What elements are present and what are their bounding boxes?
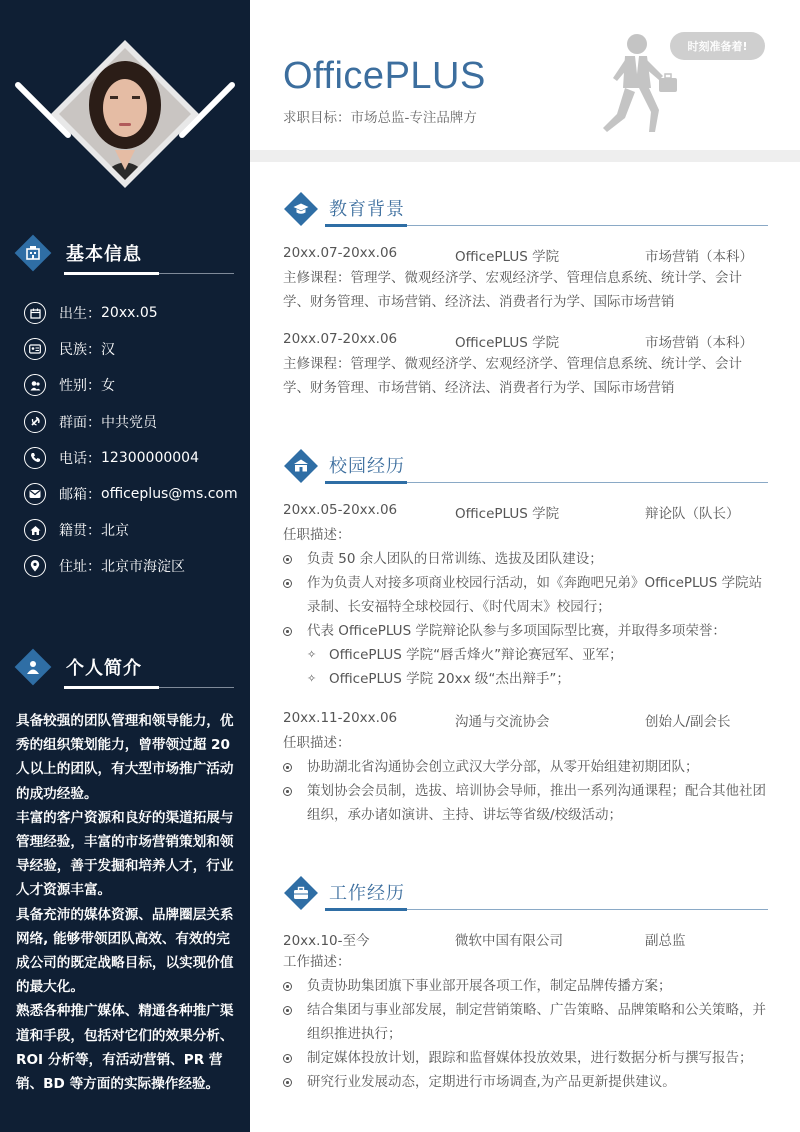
edu-date: 20xx.07-20xx.06 [283,245,398,261]
education-section [283,190,768,400]
campus-sub-bullet: ✧ OfficePLUS 学院 20xx 级“杰出辩手”； [307,671,570,687]
header [250,0,800,150]
info-value: 20xx.05 [101,305,158,322]
intro-text [16,709,238,1096]
home-icon [24,519,46,541]
header-divider [250,150,800,162]
briefcase-icon [286,878,316,908]
work-section [283,874,768,1094]
campus-bullet [283,779,768,827]
info-item-party [24,404,244,440]
basic-info-heading [18,236,233,276]
bullet-text: 制定媒体投放计划，跟踪和监督媒体投放效果，进行数据分析与撰写报告； [307,1050,753,1066]
info-label: 电话： [59,450,101,467]
info-value: 女 [101,378,115,395]
work-bullet [283,1046,768,1070]
info-item-ethnicity [24,331,244,367]
campus-bullet [283,571,768,619]
info-label: 民族： [59,342,101,359]
job-target-label: 求职目标： [283,110,351,126]
work-desc-label: 工作描述： [283,954,351,970]
edu-major: 市场营销（本科） [645,335,753,351]
job-target-value: 市场总监-专注品牌方 [350,110,477,126]
info-item-gender [24,367,244,403]
building-icon [18,238,48,268]
intro-paragraph: 熟悉各种推广媒体、精通各种推广渠道和手段，包括对它们的效果分析、ROI 分析等，有活动营销、PR 营销、BD 等方面的实际操作经验。 [16,1003,234,1093]
campus-org: 沟通与交流协会 [455,714,550,730]
info-value: 北京市海淀区 [101,559,185,576]
job-target [283,106,477,126]
work-title: 工作经历 [329,883,405,904]
bullet-text: 研究行业发展动态，定期进行市场调查,为产品更新提供建议。 [307,1074,676,1090]
graduation-cap-icon [286,194,316,224]
bullet-text: 策划协会会员制，选拔、培训协会导师，推出一系列沟通课程；配合其他社团组织，承办诸如演讲、主持、讲坛等省级/校级活动； [307,783,766,823]
campus-bullet [283,547,768,571]
campus-entry-header [283,499,768,523]
campus-date: 20xx.11-20xx.06 [283,710,398,726]
education-entry-header [283,242,768,266]
work-company: 微软中国有限公司 [455,933,563,949]
work-heading [283,874,768,914]
education-entry-header [283,328,768,352]
campus-bullet [283,619,768,643]
work-bullet [283,974,768,998]
work-entry-header [283,926,768,950]
speech-bubble [670,32,765,60]
mail-icon [24,483,46,505]
info-item-email [24,476,244,512]
intro-paragraph: 丰富的客户资源和良好的渠道拓展与管理经验，丰富的市场营销策划和领导经验，善于发掘和培养人才，行业人才资源丰富。 [16,809,234,899]
person-icon [18,652,48,682]
info-label: 住址： [59,559,101,576]
location-icon [24,555,46,577]
party-icon [24,411,46,433]
gender-icon [24,374,46,396]
bullet-text: 负责协助集团旗下事业部开展各项工作，制定品牌传播方案； [307,978,672,994]
bullet-text: 协助湖北省沟通协会创立武汉大学分部，从零开始组建初期团队； [307,759,699,775]
sidebar [0,0,250,1132]
sub-bullet-text: OfficePLUS 学院“唇舌烽火”辩论赛冠军、亚军； [329,647,623,663]
calendar-icon [24,302,46,324]
info-label: 籍贯： [59,523,101,540]
phone-icon [24,447,46,469]
avatar-frame [0,0,250,200]
campus-desc-label: 任职描述： [283,735,351,751]
photo-area [0,0,250,200]
intro-heading [18,650,233,690]
basic-info-list [24,295,244,585]
campus-org: OfficePLUS 学院 [455,506,560,522]
education-title: 教育背景 [329,199,405,220]
bullet-text: 负责 50 余人团队的日常训练、选拔及团队建设； [307,551,603,567]
campus-date: 20xx.05-20xx.06 [283,502,398,518]
edu-date: 20xx.07-20xx.06 [283,331,398,347]
campus-heading [283,447,768,487]
info-value: officeplus@ms.com [101,486,238,503]
edu-major: 市场营销（本科） [645,249,753,265]
sub-bullet-text: OfficePLUS 学院 20xx 级“杰出辩手”； [329,671,570,687]
info-item-hometown [24,512,244,548]
id-card-icon [24,338,46,360]
campus-section [283,447,768,827]
campus-role: 辩论队（队长） [645,506,740,522]
edu-school: OfficePLUS 学院 [455,335,560,351]
campus-sub-bullet: ✧ OfficePLUS 学院“唇舌烽火”辩论赛冠军、亚军； [307,647,623,663]
campus-entry-header [283,707,768,731]
info-label: 出生： [59,306,101,323]
avatar [55,44,195,185]
campus-role: 创始人/副会长 [645,714,731,730]
campus-bullet [283,755,768,779]
education-heading [283,190,768,230]
work-bullet [283,1070,768,1094]
work-role: 副总监 [645,933,686,949]
work-bullet [283,998,768,1046]
info-item-phone [24,440,244,476]
campus-title: 校园经历 [329,456,405,477]
bubble-text: 时刻准备着! [687,40,748,53]
info-value: 12300000004 [101,449,199,466]
info-label: 性别： [59,378,101,395]
work-date: 20xx.10-至今 [283,933,370,949]
bullet-text: 结合集团与事业部发展，制定营销策略、广告策略、品牌策略和公关策略，并组织推进执行； [307,1002,766,1042]
info-item-address [24,548,244,584]
edu-courses: 主修课程：管理学、微观经济学、宏观经济学、管理信息系统、统计学、会计学、财务管理、市场营销、经济法、消费者行为学、国际市场营销 [283,356,742,396]
edu-courses: 主修课程：管理学、微观经济学、宏观经济学、管理信息系统、统计学、会计学、财务管理、市场营销、经济法、消费者行为学、国际市场营销 [283,270,742,310]
intro-title: 个人简介 [66,658,142,679]
bullet-text: 代表 OfficePLUS 学院辩论队参与多项国际型比赛，并取得多项荣誉： [307,623,726,639]
info-label: 邮箱： [59,487,101,504]
school-icon [286,451,316,481]
basic-info-title: 基本信息 [66,244,142,265]
edu-school: OfficePLUS 学院 [455,249,560,265]
intro-paragraph: 具备充沛的媒体资源、品牌圈层关系网络, 能够带领团队高效、有效的完成公司的既定战略目标，以实现价值的最大化。 [16,906,234,996]
info-item-birth [24,295,244,331]
info-value: 北京 [101,523,129,540]
info-value: 中共党员 [101,414,157,431]
bullet-text: 作为负责人对接多项商业校园行活动，如《奔跑吧兄弟》OfficePLUS 学院站录制、长安福特全球校园行、《时代周末》校园行； [307,575,763,615]
candidate-name: OfficePLUS [283,55,486,97]
campus-desc-label: 任职描述： [283,527,351,543]
intro-paragraph: 具备较强的团队管理和领导能力，优秀的组织策划能力，曾带领过超 20 人以上的团队，有大型市场推广活动的成功经验。 [16,713,234,802]
info-value: 汉 [101,342,115,359]
info-label: 群面： [59,414,101,431]
